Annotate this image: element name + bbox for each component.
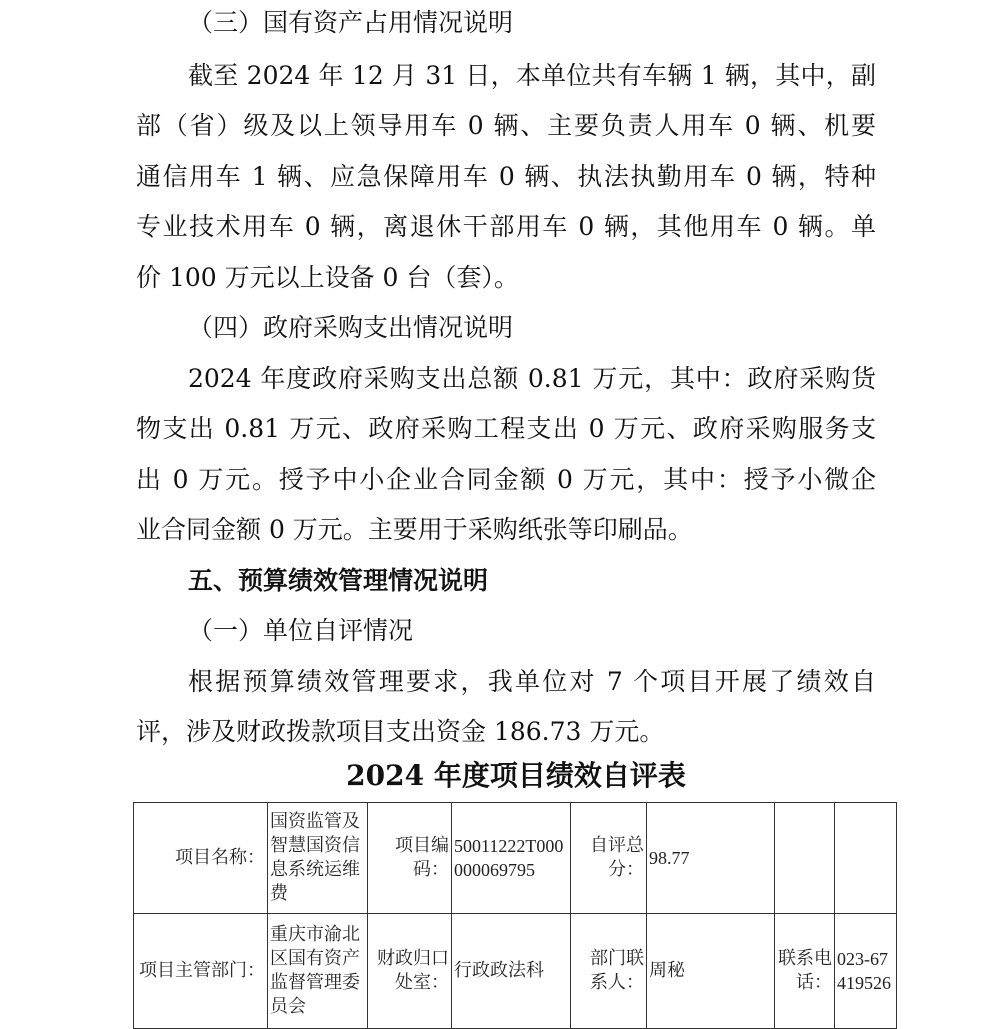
dept-label: 项目主管部门： — [134, 914, 268, 1029]
section-heading-procurement: （四）政府采购支出情况说明 — [188, 313, 514, 342]
score-value: 98.77 — [647, 803, 775, 914]
paragraph-line: 专业技术用车 0 辆，离退休干部用车 0 辆，其他用车 0 辆。单 — [136, 212, 876, 241]
paragraph-line: 根据预算绩效管理要求，我单位对 7 个项目开展了绩效自 — [188, 667, 876, 696]
office-label: 财政归口处室： — [368, 914, 452, 1029]
project-code-value: 50011222T000000069795 — [452, 803, 571, 914]
subsection-heading-self-eval: （一）单位自评情况 — [188, 616, 414, 645]
section-heading-performance: 五、预算绩效管理情况说明 — [188, 566, 489, 595]
office-value: 行政政法科 — [452, 914, 571, 1029]
phone-value: 023-67419526 — [835, 914, 897, 1029]
self-eval-table — [133, 802, 897, 1029]
score-label: 自评总分： — [571, 803, 647, 914]
paragraph-line: 2024 年度政府采购支出总额 0.81 万元，其中：政府采购货 — [188, 364, 876, 393]
empty-cell — [775, 803, 835, 914]
paragraph-line: 价 100 万元以上设备 0 台（套）。 — [136, 263, 519, 292]
paragraph-line: 评，涉及财政拨款项目支出资金 186.73 万元。 — [136, 717, 665, 746]
paragraph-line: 通信用车 1 辆、应急保障用车 0 辆、执法执勤用车 0 辆，特种 — [136, 162, 876, 191]
phone-label: 联系电话： — [775, 914, 835, 1029]
project-code-label: 项目编码： — [368, 803, 452, 914]
table-row — [134, 914, 897, 1029]
paragraph-line: 部（省）级及以上领导用车 0 辆、主要负责人用车 0 辆、机要 — [136, 111, 876, 140]
section-heading-assets: （三）国有资产占用情况说明 — [188, 8, 514, 37]
empty-cell — [835, 803, 897, 914]
project-name-value: 国资监管及智慧国资信息系统运维费 — [268, 803, 368, 914]
contact-value: 周秘 — [647, 914, 775, 1029]
paragraph-line: 出 0 万元。授予中小企业合同金额 0 万元，其中：授予小微企 — [136, 465, 876, 494]
project-name-label: 项目名称： — [134, 803, 268, 914]
dept-value: 重庆市渝北区国有资产监督管理委员会 — [268, 914, 368, 1029]
paragraph-line: 物支出 0.81 万元、政府采购工程支出 0 万元、政府采购服务支 — [136, 414, 876, 443]
table-title: 2024 年度项目绩效自评表 — [346, 759, 686, 792]
contact-label: 部门联系人： — [571, 914, 647, 1029]
paragraph-line: 业合同金额 0 万元。主要用于采购纸张等印刷品。 — [136, 515, 693, 544]
table-row — [134, 803, 897, 914]
paragraph-line: 截至 2024 年 12 月 31 日，本单位共有车辆 1 辆，其中，副 — [188, 61, 876, 90]
